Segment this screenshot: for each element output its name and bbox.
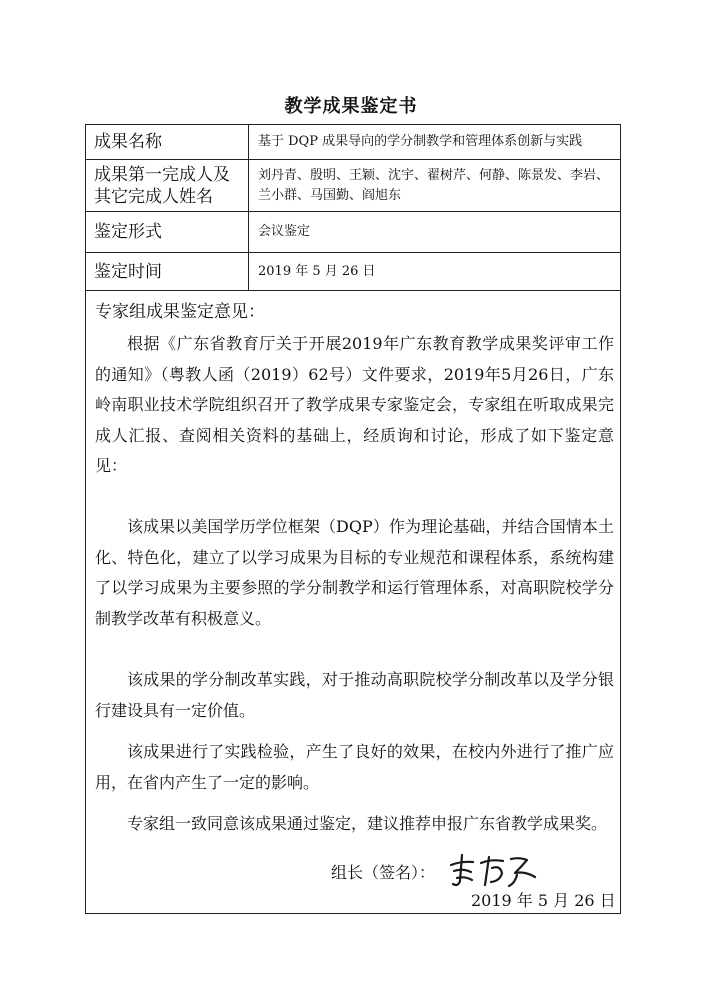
opinion-heading: 专家组成果鉴定意见：: [95, 302, 265, 322]
document-title: 教学成果鉴定书: [284, 96, 418, 117]
handwritten-signature: [445, 851, 545, 891]
row-label: 鉴定时间: [86, 253, 249, 290]
row-value: 会议鉴定: [258, 224, 311, 239]
row-appraisal-form: [86, 212, 620, 253]
row-achievement-name: [86, 125, 620, 160]
expert-opinion-section: [86, 291, 620, 913]
row-appraisal-date: [86, 253, 620, 291]
signature-date: 2019 年 5 月 26 日: [471, 891, 616, 910]
opinion-paragraph: 该成果的学分制改革实践，对于推动高职院校学分制改革以及学分银行建设具有一定价值。: [95, 670, 614, 720]
opinion-paragraph: 根据《广东省教育厅关于开展2019年广东教育教学成果奖评审工作的通知》（粤教人函（2019）62号）文件要求，2019年5月26日，广东岭南职业技术学院组织召开了教学成果专家鉴定会，专家组在听取成果完成人汇报、查阅相关资料的基础上，经质询和讨论，形成了如下鉴定意见：: [95, 334, 614, 475]
signature-line: [331, 851, 545, 891]
row-label: 成果第一完成人及其它完成人姓名: [86, 160, 249, 211]
opinion-paragraph: 该成果进行了实践检验，产生了良好的效果，在校内外进行了推广应用，在省内产生了一定的影响。: [95, 742, 614, 792]
opinion-paragraph: 专家组一致同意该成果通过鉴定，建议推荐申报广东省教学成果奖。: [127, 814, 608, 833]
row-value: 2019 年 5 月 26 日: [258, 263, 376, 279]
appraisal-form: [85, 124, 621, 914]
row-value: 刘丹青、殷明、王颖、沈宇、翟树芹、何静、陈景发、李岩、兰小群、马国勤、阎旭东: [258, 167, 610, 203]
row-label: 鉴定形式: [86, 212, 249, 252]
opinion-paragraph: 该成果以美国学历学位框架（DQP）作为理论基础，并结合国情本土化、特色化，建立了以学习成果为目标的专业规范和课程体系，系统构建了以学习成果为主要参照的学分制教学和运行管理体系，对高职院校学分制教学改革有积极意义。: [95, 517, 614, 628]
row-completers: [86, 160, 620, 212]
signature-label: 组长（签名）：: [331, 862, 436, 882]
row-label: 成果名称: [86, 125, 249, 159]
row-value: 基于 DQP 成果导向的学分制教学和管理体系创新与实践: [258, 134, 583, 149]
